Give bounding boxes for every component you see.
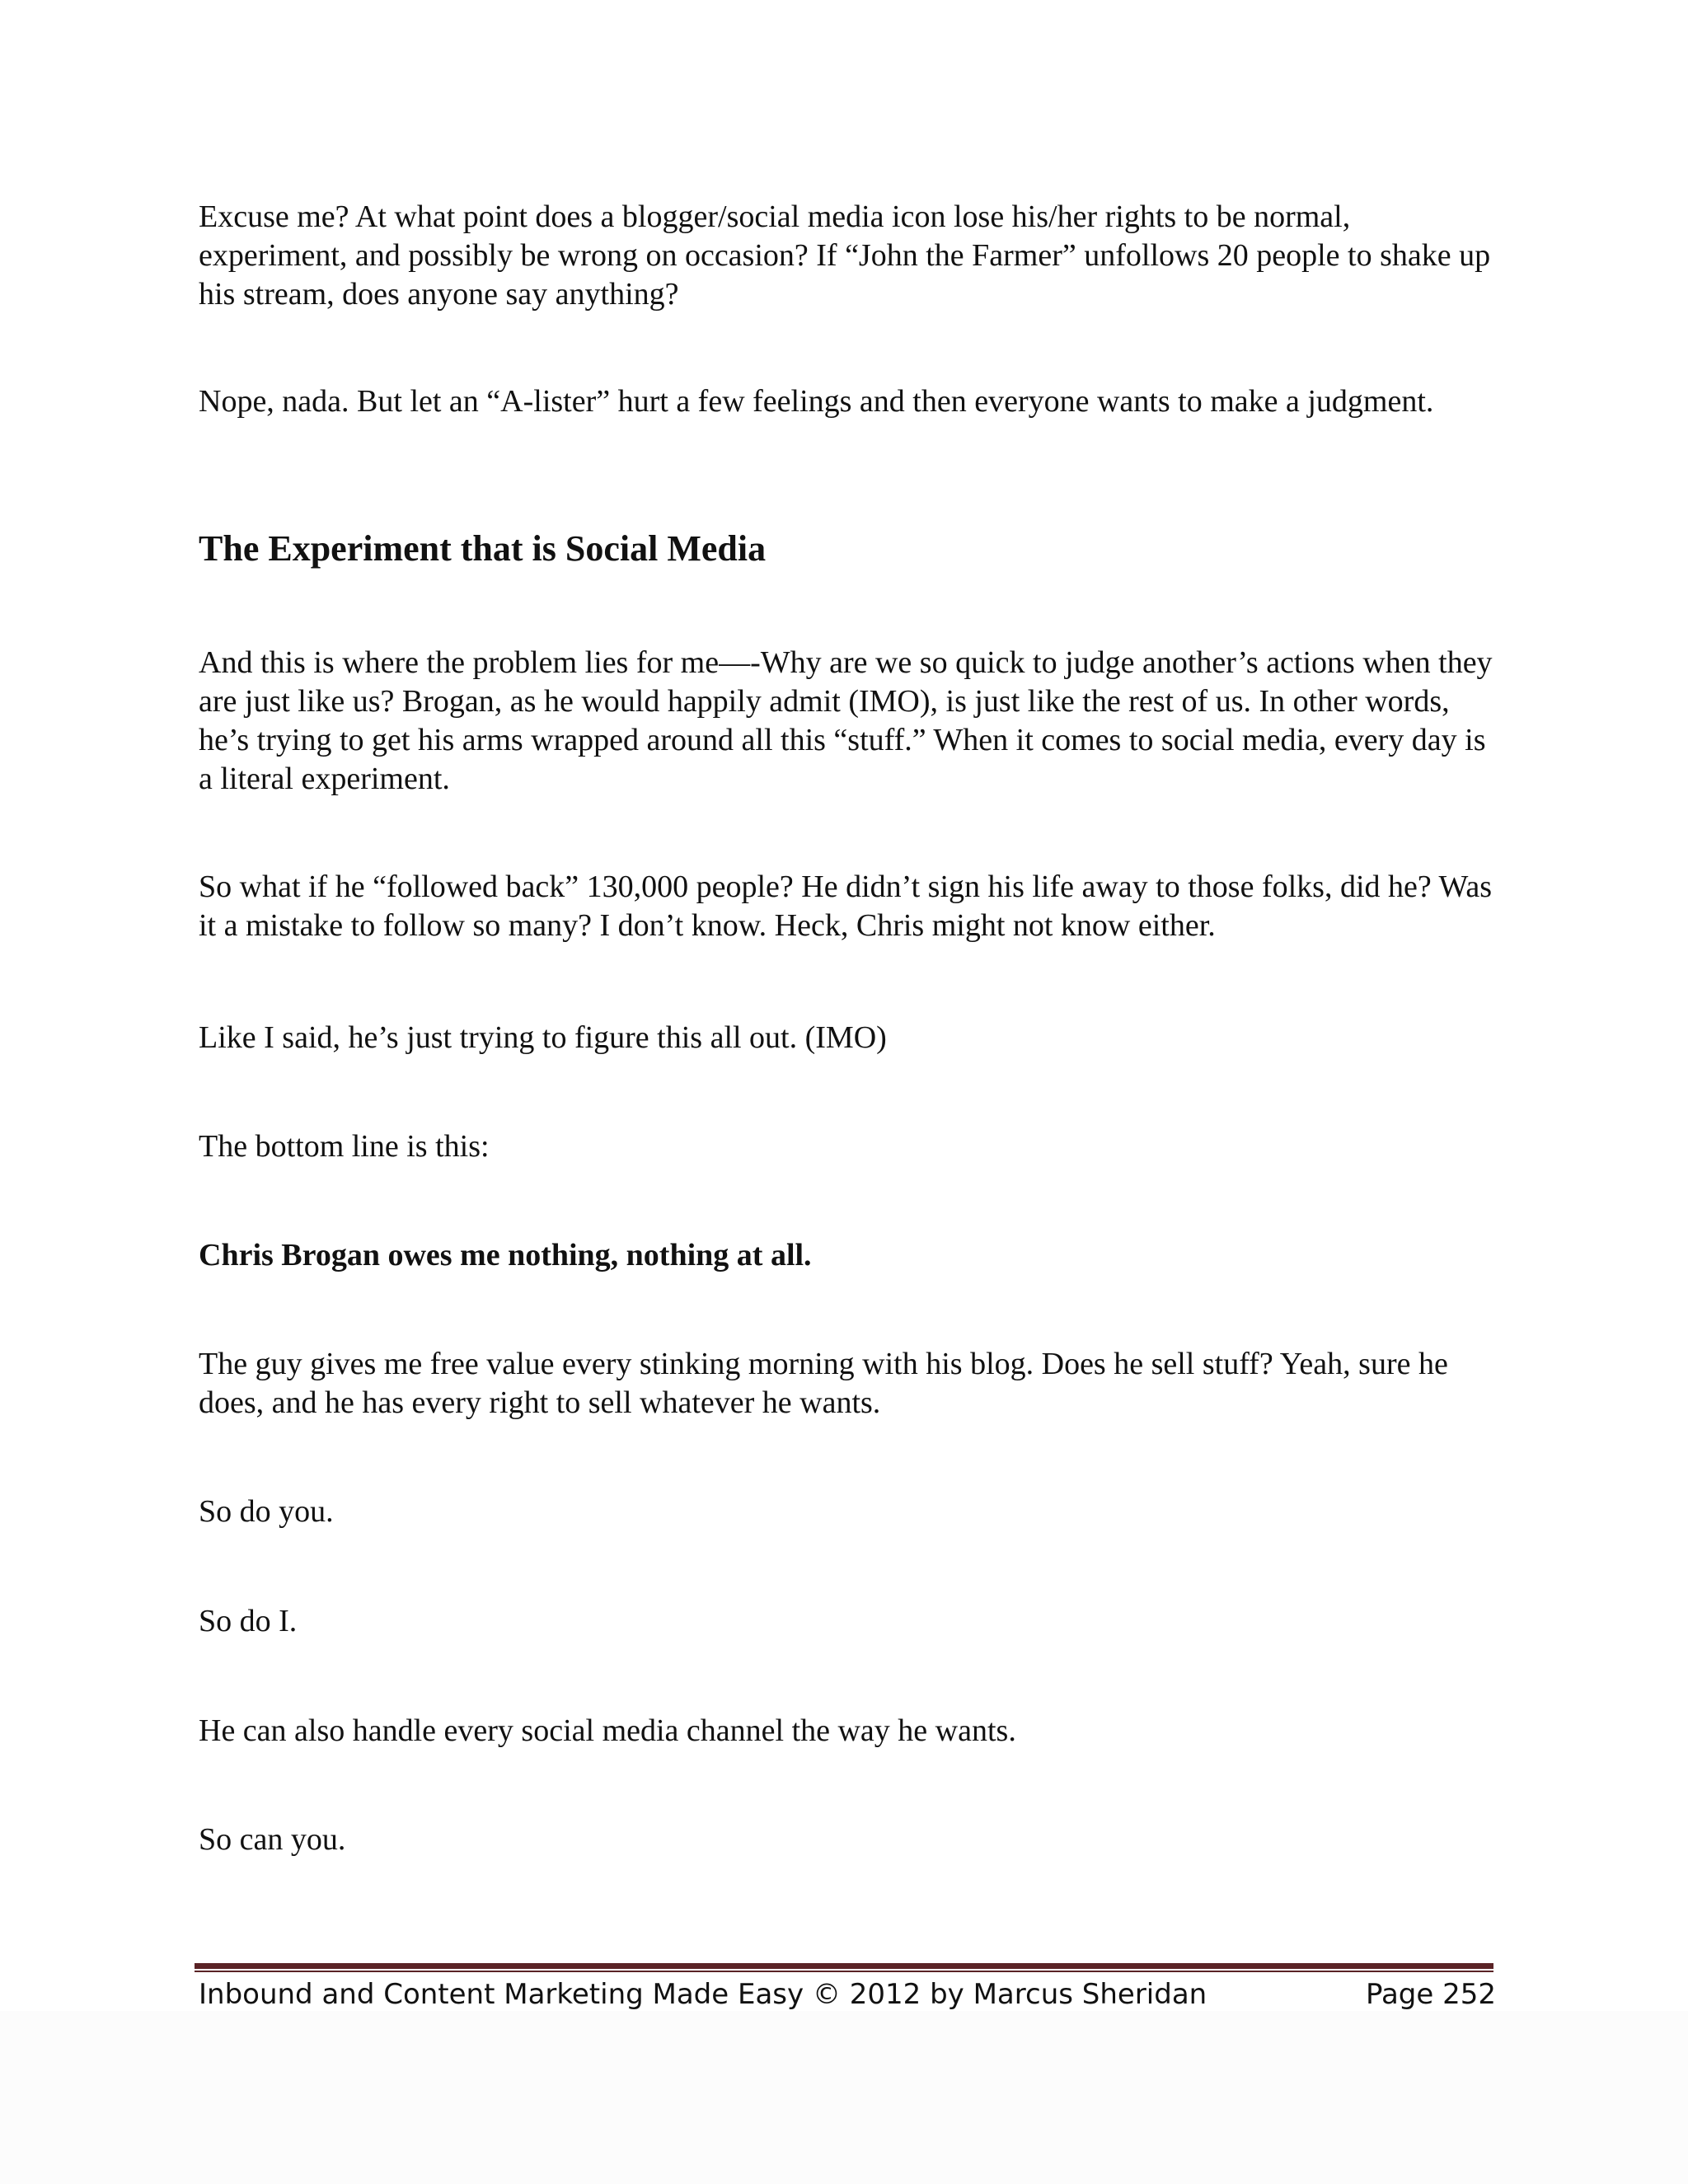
footer-rule-thick-line	[195, 1963, 1493, 1969]
footer-page-number: Page 252	[1366, 1978, 1497, 2011]
section-heading: The Experiment that is Social Media	[199, 528, 767, 569]
paragraph-so-do-i: So do I.	[199, 1604, 298, 1638]
footer-rule	[195, 1963, 1493, 1973]
paragraph-problem-lies: And this is where the problem lies for me—-Why are we so quick to judge another’s actions when they are just like us? Brogan, as he would happily admit (IMO), is just like the rest of us. In other words, he’s trying to get his arms wrapped around all this “stuff.” When it comes to social media, every day is a literal experiment.	[199, 645, 1493, 796]
paragraph-handle-channels: He can also handle every social media channel the way he wants.	[199, 1713, 1016, 1748]
page-bottom-shade	[0, 2011, 1688, 2184]
paragraph-owes-me-nothing: Chris Brogan owes me nothing, nothing at all.	[199, 1238, 812, 1272]
paragraph-followed-back: So what if he “followed back” 130,000 people? He didn’t sign his life away to those folks, did he? Was it a mistake to follow so many? I don’t know. Heck, Chris might not know either.	[199, 869, 1493, 943]
footer-copyright: Inbound and Content Marketing Made Easy © 2012 by Marcus Sheridan	[199, 1978, 1207, 2011]
paragraph-like-i-said: Like I said, he’s just trying to figure this all out. (IMO)	[199, 1020, 887, 1055]
footer-rule-thin-line	[195, 1971, 1493, 1972]
paragraph-so-do-you: So do you.	[199, 1494, 334, 1529]
paragraph-so-can-you: So can you.	[199, 1822, 346, 1857]
paragraph-nope-nada: Nope, nada. But let an “A-lister” hurt a few feelings and then everyone wants to make a judgment.	[199, 384, 1434, 419]
paragraph-free-value: The guy gives me free value every stinking morning with his blog. Does he sell stuff? Yeah, sure he does, and he has every right to sell whatever he wants.	[199, 1347, 1448, 1420]
paragraph-bottom-line: The bottom line is this:	[199, 1129, 490, 1164]
paragraph-excuse-me: Excuse me? At what point does a blogger/social media icon lose his/her rights to be normal, experiment, and possibly be wrong on occasion? If “John the Farmer” unfollows 20 people to shake up his stream, does anyone say anything?	[199, 199, 1491, 312]
